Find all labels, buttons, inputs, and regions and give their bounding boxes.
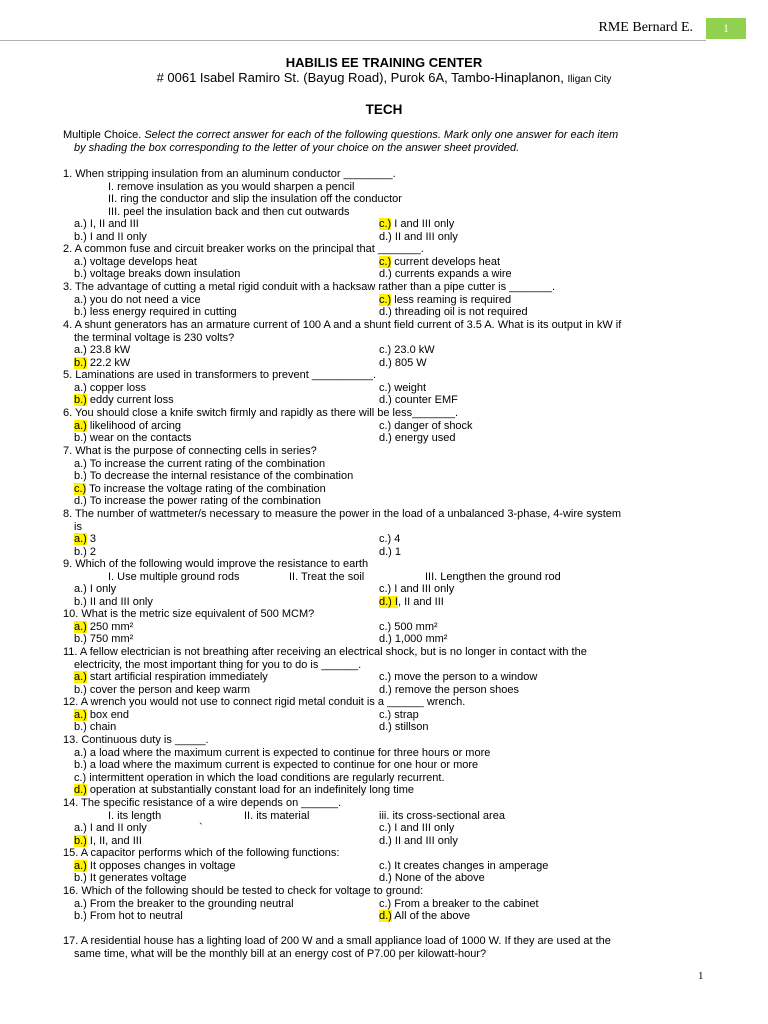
choice-d-answer — [379, 910, 470, 923]
question-stem-continued: is — [74, 520, 82, 533]
choice-text: It opposes changes in voltage — [86, 859, 236, 872]
choice-c: c.) 4 — [379, 533, 401, 546]
question-9 — [63, 558, 708, 608]
question-item: iii. its cross-sectional area — [379, 809, 505, 822]
question-stem: 1. When stripping insulation from an aluminum conductor ________. — [63, 168, 396, 180]
question-item: III. Lengthen the ground rod — [425, 570, 561, 583]
answer-highlight: c.) — [379, 293, 392, 306]
choice-a: a.) a load where the maximum current is expected to continue for three hours or more — [74, 746, 491, 759]
question-stem: 15. A capacitor performs which of the following functions: — [63, 847, 340, 859]
choice-b: b.) From hot to neutral — [74, 910, 183, 923]
choice-d: d.) To increase the power rating of the combination — [74, 495, 321, 508]
question-10 — [63, 608, 708, 646]
question-11 — [63, 646, 708, 696]
question-stem-continued: same time, what will be the monthly bill at an energy cost of P7.00 per kilowatt-hour? — [74, 947, 487, 960]
choice-text: I, II, and III — [86, 834, 142, 847]
choice-text: likelihood of arcing — [86, 419, 182, 432]
choice-text: operation at substantially constant load for an indefinitely long time — [86, 784, 414, 797]
instructions-line-2: by shading the box corresponding to the letter of your choice on the answer sheet provided. — [74, 142, 520, 154]
choice-b: b.) 2 — [74, 545, 97, 558]
question-stem: 8. The number of wattmeter/s necessary to measure the power in the load of a unbalanced 3-phase, 4-wire system — [63, 508, 622, 520]
question-stem: 17. A residential house has a lighting load of 200 W and a small appliance load of 1000 W. If they are used at the — [63, 935, 611, 947]
choice-a: a.) I only — [74, 583, 117, 596]
choice-text: 250 mm² — [86, 620, 134, 633]
choice-d: d.) 1,000 mm² — [379, 633, 448, 646]
choice-d: d.) threading oil is not required — [379, 306, 528, 319]
answer-highlight: a.) — [74, 419, 87, 432]
question-item: III. peel the insulation back and then cut outwards — [108, 205, 350, 218]
choice-b: b.) wear on the contacts — [74, 432, 192, 445]
choice-text: , II and III — [397, 595, 444, 608]
question-item: I. its length — [108, 809, 162, 822]
question-stem-continued: the terminal voltage is 230 volts? — [74, 331, 235, 344]
choice-d: d.) currents expands a wire — [379, 268, 512, 281]
choice-c: c.) I and III only — [379, 583, 455, 596]
answer-highlight: a.) — [74, 671, 87, 684]
question-13 — [63, 734, 708, 797]
choice-d-answer — [379, 596, 444, 609]
choice-text: To increase the voltage rating of the combination — [86, 482, 326, 495]
choice-a: a.) To increase the current rating of the combination — [74, 457, 326, 470]
choice-a-answer — [74, 860, 235, 873]
choice-a-answer — [74, 709, 129, 722]
choice-c: c.) danger of shock — [379, 419, 473, 432]
choice-c-answer — [379, 256, 500, 269]
question-12 — [63, 696, 708, 734]
answer-highlight: c.) — [379, 255, 392, 268]
choice-b: b.) a load where the maximum current is expected to continue for one hour or more — [74, 759, 479, 772]
question-6 — [63, 407, 708, 445]
choice-c-answer — [379, 218, 454, 231]
instructions-lead: Multiple Choice. — [63, 129, 142, 141]
choice-a: a.) voltage develops heat — [74, 255, 197, 268]
question-15 — [63, 847, 708, 885]
address-street: # 0061 Isabel Ramiro St. (Bayug Road), Purok 6A, Tambo-Hinaplanon, — [156, 70, 564, 85]
question-stem: 3. The advantage of cutting a metal rigid conduit with a hacksaw rather than a pipe cutter is _______. — [63, 281, 556, 293]
answer-highlight: a.) — [74, 620, 87, 633]
question-stem: 6. You should close a knife switch firmly and rapidly as there will be less_______. — [63, 407, 459, 419]
question-item: I. remove insulation as you would sharpen a pencil — [108, 180, 355, 193]
choice-d: d.) 1 — [379, 545, 402, 558]
answer-highlight: d.) — [379, 910, 392, 923]
choice-b: b.) chain — [74, 721, 117, 734]
choice-b-answer — [74, 835, 142, 848]
choice-text: I and III only — [391, 218, 455, 231]
question-7 — [63, 445, 708, 508]
question-stem: 11. A fellow electrician is not breathing after receiving an electrical shock, but is no longer in contact with the — [63, 646, 587, 658]
question-stem: 10. What is the metric size equivalent of 500 MCM? — [63, 608, 315, 620]
question-3 — [63, 281, 708, 319]
instructions — [63, 129, 708, 155]
choice-b-answer — [74, 357, 130, 370]
choice-b: b.) less energy required in cutting — [74, 306, 237, 319]
question-stem: 9. Which of the following would improve the resistance to earth — [63, 558, 369, 570]
choice-c: c.) move the person to a window — [379, 671, 538, 684]
answer-highlight: b.) — [74, 394, 87, 407]
choice-a-answer — [74, 420, 181, 433]
choice-c-answer — [63, 483, 708, 496]
answer-highlight: b.) — [74, 834, 87, 847]
choice-c: c.) It creates changes in amperage — [379, 859, 549, 872]
question-4 — [63, 319, 708, 369]
choice-text: current develops heat — [391, 255, 501, 268]
choice-c: c.) I and III only — [379, 822, 455, 835]
choice-a: a.) you do not need a vice — [74, 293, 201, 306]
question-stem: 16. Which of the following should be tested to check for voltage to ground: — [63, 885, 424, 897]
question-item: II. its material — [244, 809, 310, 822]
choice-d: d.) remove the person shoes — [379, 683, 520, 696]
answer-highlight: c.) — [379, 218, 392, 231]
choice-d: d.) energy used — [379, 432, 456, 445]
question-8 — [63, 508, 708, 558]
choice-text: box end — [86, 708, 130, 721]
choice-b: b.) II and III only — [74, 595, 153, 608]
choice-a-answer — [74, 671, 268, 684]
question-stem: 7. What is the purpose of connecting cells in series? — [63, 445, 317, 457]
question-stem: 12. A wrench you would not use to connect rigid metal conduit is a ______ wrench. — [63, 696, 466, 708]
choice-text: 22.2 kW — [86, 356, 131, 369]
choice-b: b.) It generates voltage — [74, 872, 187, 885]
choice-d-answer — [63, 784, 708, 797]
choice-c-answer — [379, 294, 511, 307]
choice-text: 3 — [86, 533, 97, 546]
question-item: II. Treat the soil — [289, 570, 365, 583]
choice-a: a.) I and II only — [74, 822, 147, 835]
choice-c: c.) 500 mm² — [379, 620, 438, 633]
instructions-line-1: Select the correct answer for each of the following questions. Mark only one answer for each item — [144, 129, 619, 141]
document-address — [0, 70, 768, 85]
choice-text: start artificial respiration immediately — [86, 671, 268, 684]
question-stem: 2. A common fuse and circuit breaker works on the principal that _______. — [63, 243, 424, 255]
footer-page-number: 1 — [698, 970, 704, 982]
choice-d: d.) stillson — [379, 721, 429, 734]
answer-highlight: a.) — [74, 859, 87, 872]
answer-highlight: d.) I — [379, 595, 398, 608]
choice-c: c.) From a breaker to the cabinet — [379, 897, 539, 910]
choice-b: b.) I and II only — [74, 230, 147, 243]
choice-c: c.) strap — [379, 708, 419, 721]
question-stem-continued: electricity, the most important thing for you to do is ______. — [74, 658, 362, 671]
question-item: I. Use multiple ground rods — [108, 570, 240, 583]
choice-a-answer — [74, 533, 96, 546]
question-stem: 13. Continuous duty is _____. — [63, 734, 209, 746]
choice-b: b.) To decrease the internal resistance of the combination — [74, 470, 354, 483]
question-17 — [63, 935, 708, 960]
answer-highlight: b.) — [74, 356, 87, 369]
question-item: II. ring the conductor and slip the insulation off the conductor — [108, 193, 402, 206]
choice-c: c.) 23.0 kW — [379, 344, 435, 357]
choice-text: All of the above — [391, 910, 471, 923]
choice-a: a.) From the breaker to the grounding neutral — [74, 897, 294, 910]
address-city: Iligan City — [567, 74, 612, 85]
document-title: HABILIS EE TRAINING CENTER — [285, 55, 483, 70]
choice-d: d.) II and III only — [379, 230, 458, 243]
choice-a-answer — [74, 621, 133, 634]
answer-highlight: c.) — [74, 482, 87, 495]
answer-highlight: a.) — [74, 708, 87, 721]
choice-text: less reaming is required — [391, 293, 512, 306]
choice-b: b.) voltage breaks down insulation — [74, 268, 241, 281]
question-14 — [63, 797, 708, 847]
choice-d: d.) II and III only — [379, 834, 458, 847]
choice-c: c.) intermittent operation in which the load conditions are regularly recurrent. — [74, 771, 445, 784]
stray-mark: ` — [199, 822, 203, 835]
question-5 — [63, 369, 708, 407]
subject-heading: TECH — [365, 102, 403, 117]
choice-d: d.) counter EMF — [379, 394, 458, 407]
choice-c: c.) weight — [379, 381, 427, 394]
choice-a: a.) copper loss — [74, 381, 147, 394]
choice-text: eddy current loss — [86, 394, 174, 407]
choice-d: d.) 805 W — [379, 356, 427, 369]
question-stem: 4. A shunt generators has an armature current of 100 A and a shunt field current of 3.5 A. What is its output in kW if — [63, 319, 622, 331]
running-header-author: RME Bernard E. — [598, 20, 693, 35]
answer-highlight: a.) — [74, 533, 87, 546]
question-16 — [63, 885, 708, 923]
running-header-page-badge: 1 — [706, 18, 746, 39]
header-rule — [0, 40, 706, 41]
choice-b: b.) 750 mm² — [74, 633, 134, 646]
question-1 — [63, 168, 708, 244]
choice-a: a.) 23.8 kW — [74, 344, 131, 357]
answer-highlight: d.) — [74, 784, 87, 797]
choice-b: b.) cover the person and keep warm — [74, 683, 251, 696]
choice-b-answer — [74, 394, 174, 407]
choice-d: d.) None of the above — [379, 872, 485, 885]
question-2 — [63, 243, 708, 281]
question-stem: 5. Laminations are used in transformers to prevent __________. — [63, 369, 377, 381]
choice-a: a.) I, II and III — [74, 218, 139, 231]
question-stem: 14. The specific resistance of a wire depends on ______. — [63, 797, 342, 809]
